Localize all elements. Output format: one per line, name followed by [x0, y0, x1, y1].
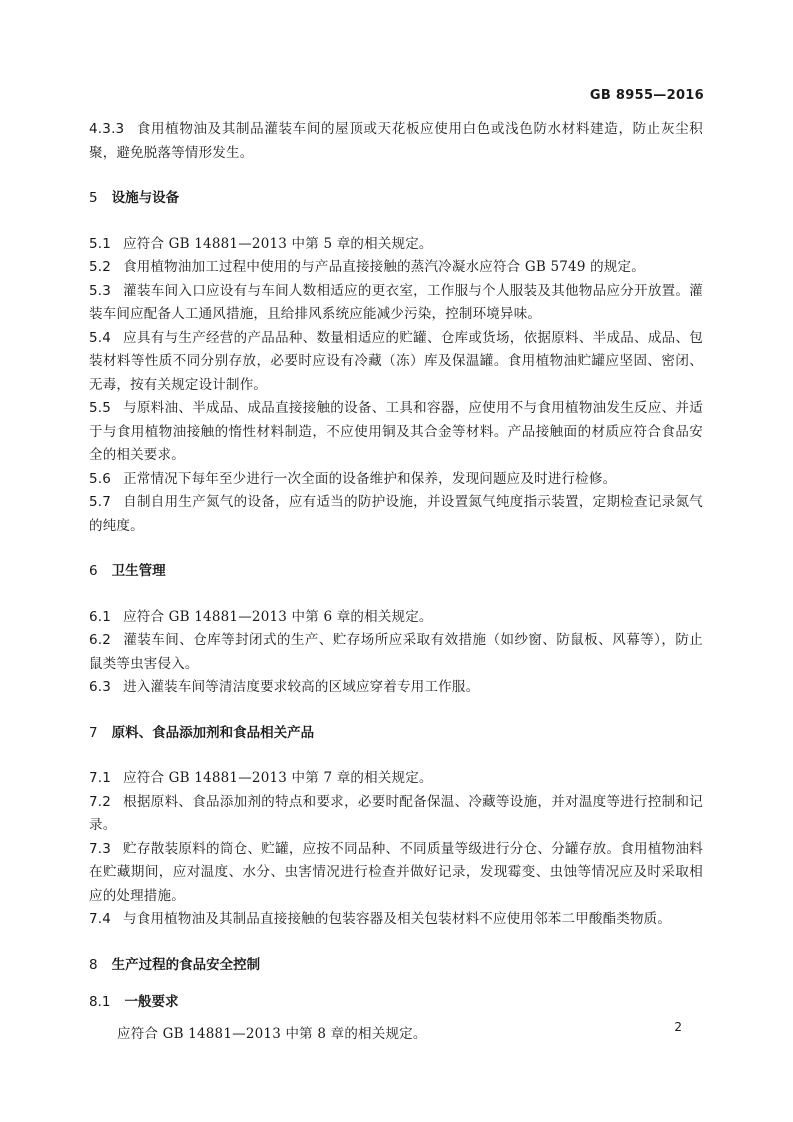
section-heading-8: [89, 954, 703, 978]
clause-text: 进入灌装车间等清洁度要求较高的区域应穿着专用工作服。: [123, 679, 480, 695]
section-number: 6: [89, 563, 98, 579]
clause-number: 5.4: [89, 329, 112, 346]
section-heading-6: [89, 560, 703, 584]
clause-text: 应符合 GB 14881—2013 中第 6 章的相关规定。: [123, 608, 433, 625]
section-heading-7: [89, 722, 703, 746]
clause-text: 根据原料、食品添加剂的特点和要求，必要时配备保温、冷藏等设施，并对温度等进行控制和记录。: [89, 793, 703, 833]
clause-text: 食用植物油加工过程中使用的与产品直接接触的蒸汽冷凝水应符合 GB 5749 的规定。: [123, 259, 645, 275]
clause-6-1: [89, 606, 703, 630]
clause-number: 7.1: [89, 770, 112, 786]
clause-number: 5.2: [89, 259, 112, 275]
section-title: 生产过程的食品安全控制: [111, 956, 261, 973]
clause-number: 6.1: [89, 608, 112, 625]
clause-text: 与食用植物油及其制品直接接触的包装容器及相关包装材料不应使用邻苯二甲酸酯类物质。: [123, 911, 672, 927]
clause-text: 应符合 GB 14881—2013 中第 5 章的相关规定。: [123, 235, 433, 252]
clause-number: 5.7: [89, 494, 112, 510]
document-body: [89, 118, 703, 1046]
clause-text: 灌装车间、仓库等封闭式的生产、贮存场所应采取有效措施（如纱窗、防鼠板、风幕等），防止鼠类等虫害侵入。: [89, 632, 703, 672]
clause-number: 7.4: [89, 911, 112, 927]
clause-number: 6.3: [89, 679, 112, 695]
clause-5-4: [89, 327, 703, 398]
standard-code: GB 8955—2016: [589, 88, 704, 103]
clause-5-5: [89, 397, 703, 468]
clause-number: 5.3: [89, 282, 112, 299]
clause-7-3: [89, 838, 703, 909]
section-heading-5: [89, 187, 703, 211]
subsection-title: 一般要求: [124, 994, 179, 1010]
clause-number: 7.3: [89, 840, 112, 857]
clause-7-2: [89, 791, 703, 838]
clause-5-1: [89, 233, 703, 257]
clause-number: 5.1: [89, 235, 112, 252]
clause-7-1: [89, 767, 703, 791]
clause-number: 6.2: [89, 632, 112, 648]
clause-6-3: [89, 676, 703, 700]
clause-number: 7.2: [89, 793, 112, 810]
clause-text: 自制自用生产氮气的设备，应有适当的防护设施，并设置氮气纯度指示装置，定期检查记录氮气的纯度。: [89, 494, 703, 534]
section-number: 7: [89, 724, 98, 741]
clause-5-7: [89, 491, 703, 538]
clause-7-4: [89, 908, 703, 932]
clause-5-6: [89, 468, 703, 492]
clause-number: 5.6: [89, 470, 112, 487]
page-number: 2: [674, 1020, 682, 1034]
section-title: 原料、食品添加剂和食品相关产品: [111, 724, 315, 741]
clause-text: 应具有与生产经营的产品品种、数量相适应的贮罐、仓库或货场，依据原料、半成品、成品、包装材料等性质不同分别存放，必要时应设有冷藏（冻）库及保温罐。食用植物油贮罐应坚固、密闭、无毒，按有关规定设计制作。: [89, 329, 703, 393]
subsection-number: 8.1: [89, 994, 111, 1010]
clause-5-3: [89, 280, 703, 327]
section-number: 5: [89, 190, 98, 206]
clause-text: 灌装车间入口应设有与车间人数相适应的更衣室，工作服与个人服装及其他物品应分开放置。灌装车间应配备人工通风措施，且给排风系统应能减少污染，控制环境异味。: [89, 282, 703, 322]
clause-8-1-text: [89, 1023, 703, 1047]
section-number: 8: [89, 956, 98, 973]
section-title: 卫生管理: [111, 563, 166, 579]
clause-text: 应符合 GB 14881—2013 中第 8 章的相关规定。: [117, 1025, 427, 1042]
clause-number: 4.3.3: [89, 121, 125, 137]
clause-text: 正常情况下每年至少进行一次全面的设备维护和保养，发现问题应及时进行检修。: [123, 470, 617, 487]
clause-6-2: [89, 629, 703, 676]
clause-text: 食用植物油及其制品灌装车间的屋顶或天花板应使用白色或浅色防水材料建造，防止灰尘积聚，避免脱落等情形发生。: [89, 121, 703, 161]
clause-4-3-3: [89, 118, 703, 165]
clause-text: 与原料油、半成品、成品直接接触的设备、工具和容器，应使用不与食用植物油发生反应、并适于与食用植物油接触的惰性材料制造，不应使用铜及其合金等材料。产品接触面的材质应符合食品安全的相关要求。: [89, 400, 703, 463]
clause-text: 贮存散装原料的筒仓、贮罐，应按不同品种、不同质量等级进行分仓、分罐存放。食用植物油料在贮藏期间，应对温度、水分、虫害情况进行检查并做好记录，发现霉变、虫蚀等情况应及时采取相应的处理措施。: [89, 840, 703, 904]
clause-number: 5.5: [89, 400, 112, 416]
section-title: 设施与设备: [111, 190, 180, 206]
subsection-heading-8-1: [89, 991, 703, 1015]
clause-text: 应符合 GB 14881—2013 中第 7 章的相关规定。: [123, 770, 433, 786]
clause-5-2: [89, 256, 703, 280]
